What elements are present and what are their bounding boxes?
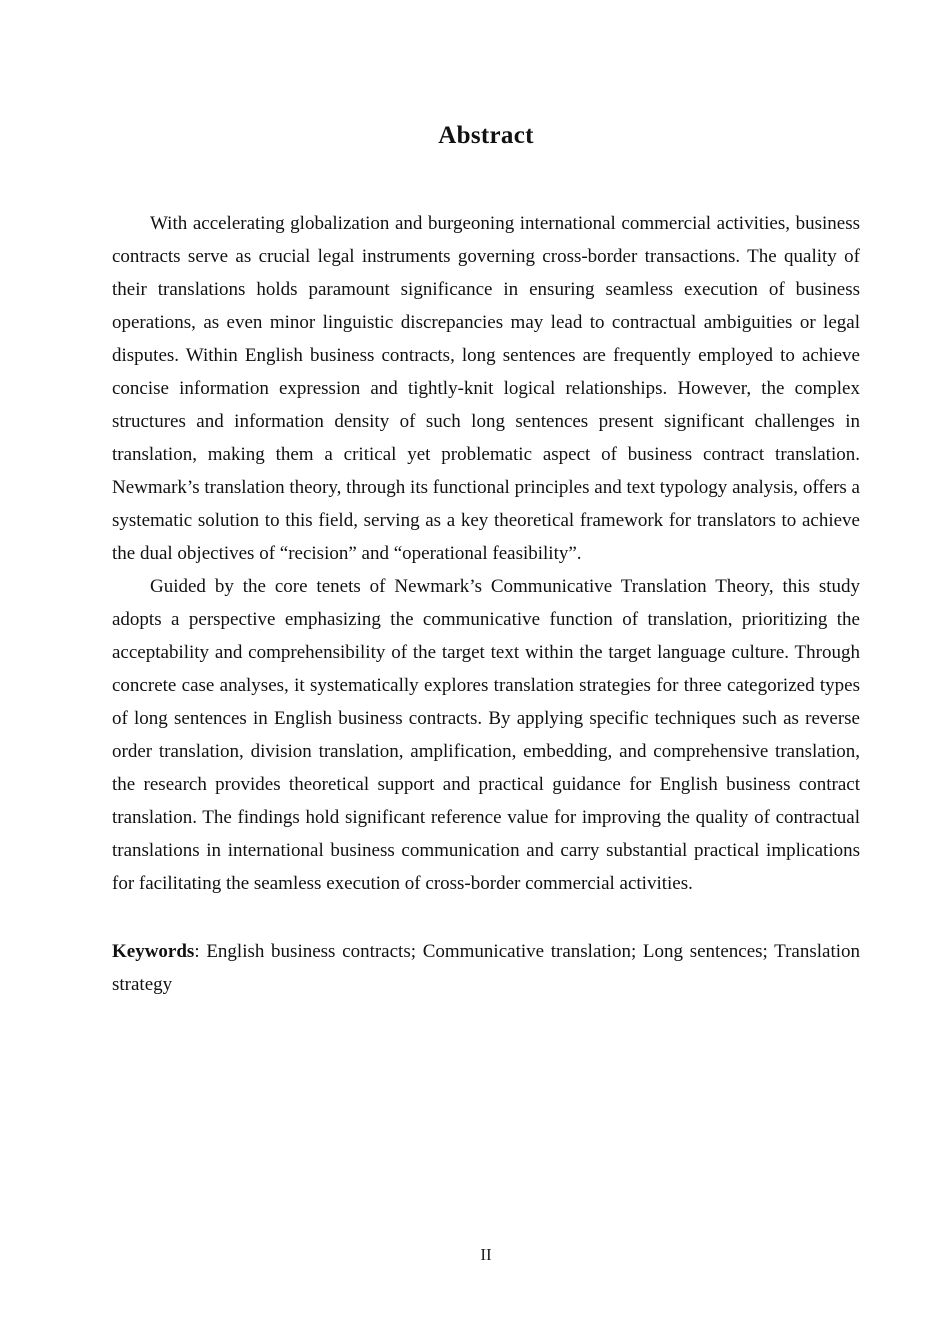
abstract-paragraph-1: With accelerating globalization and burgeoning international commercial activities, business contracts serve as crucial legal instruments governing cross-border transactions. The quality of their translations holds paramount significance in ensuring seamless execution of business operations, as even minor linguistic discrepancies may lead to contractual ambiguities or legal disputes. Within English business contracts, long sentences are frequently employed to achieve concise information expression and tightly-knit logical relationships. However, the complex structures and information density of such long sentences present significant challenges in translation, making them a critical yet problematic aspect of business contract translation. Newmark’s translation theory, through its functional principles and text typology analysis, offers a systematic solution to this field, serving as a key theoretical framework for translators to achieve the dual objectives of “recision” and “operational feasibility”. [112, 213, 860, 564]
abstract-body [112, 207, 860, 1001]
keywords-separator: : [194, 941, 207, 962]
abstract-paragraph-2: Guided by the core tenets of Newmark’s Communicative Translation Theory, this study adopts a perspective emphasizing the communicative function of translation, prioritizing the acceptability and comprehensibility of the target text within the target language culture. Through concrete case analyses, it systematically explores translation strategies for three categorized types of long sentences in English business contracts. By applying specific techniques such as reverse order translation, division translation, amplification, embedding, and comprehensive translation, the research provides theoretical support and practical guidance for English business contract translation. The findings hold significant reference value for improving the quality of contractual translations in international business communication and carry substantial practical implications for facilitating the seamless execution of cross-border commercial activities. [112, 576, 860, 894]
keywords-line [112, 935, 860, 1001]
keywords-value: English business contracts; Communicative translation; Long sentences; Translation strategy [112, 941, 861, 995]
keywords-label: Keywords [112, 941, 195, 962]
page-title: Abstract [438, 122, 534, 149]
page-number: II [480, 1245, 492, 1264]
